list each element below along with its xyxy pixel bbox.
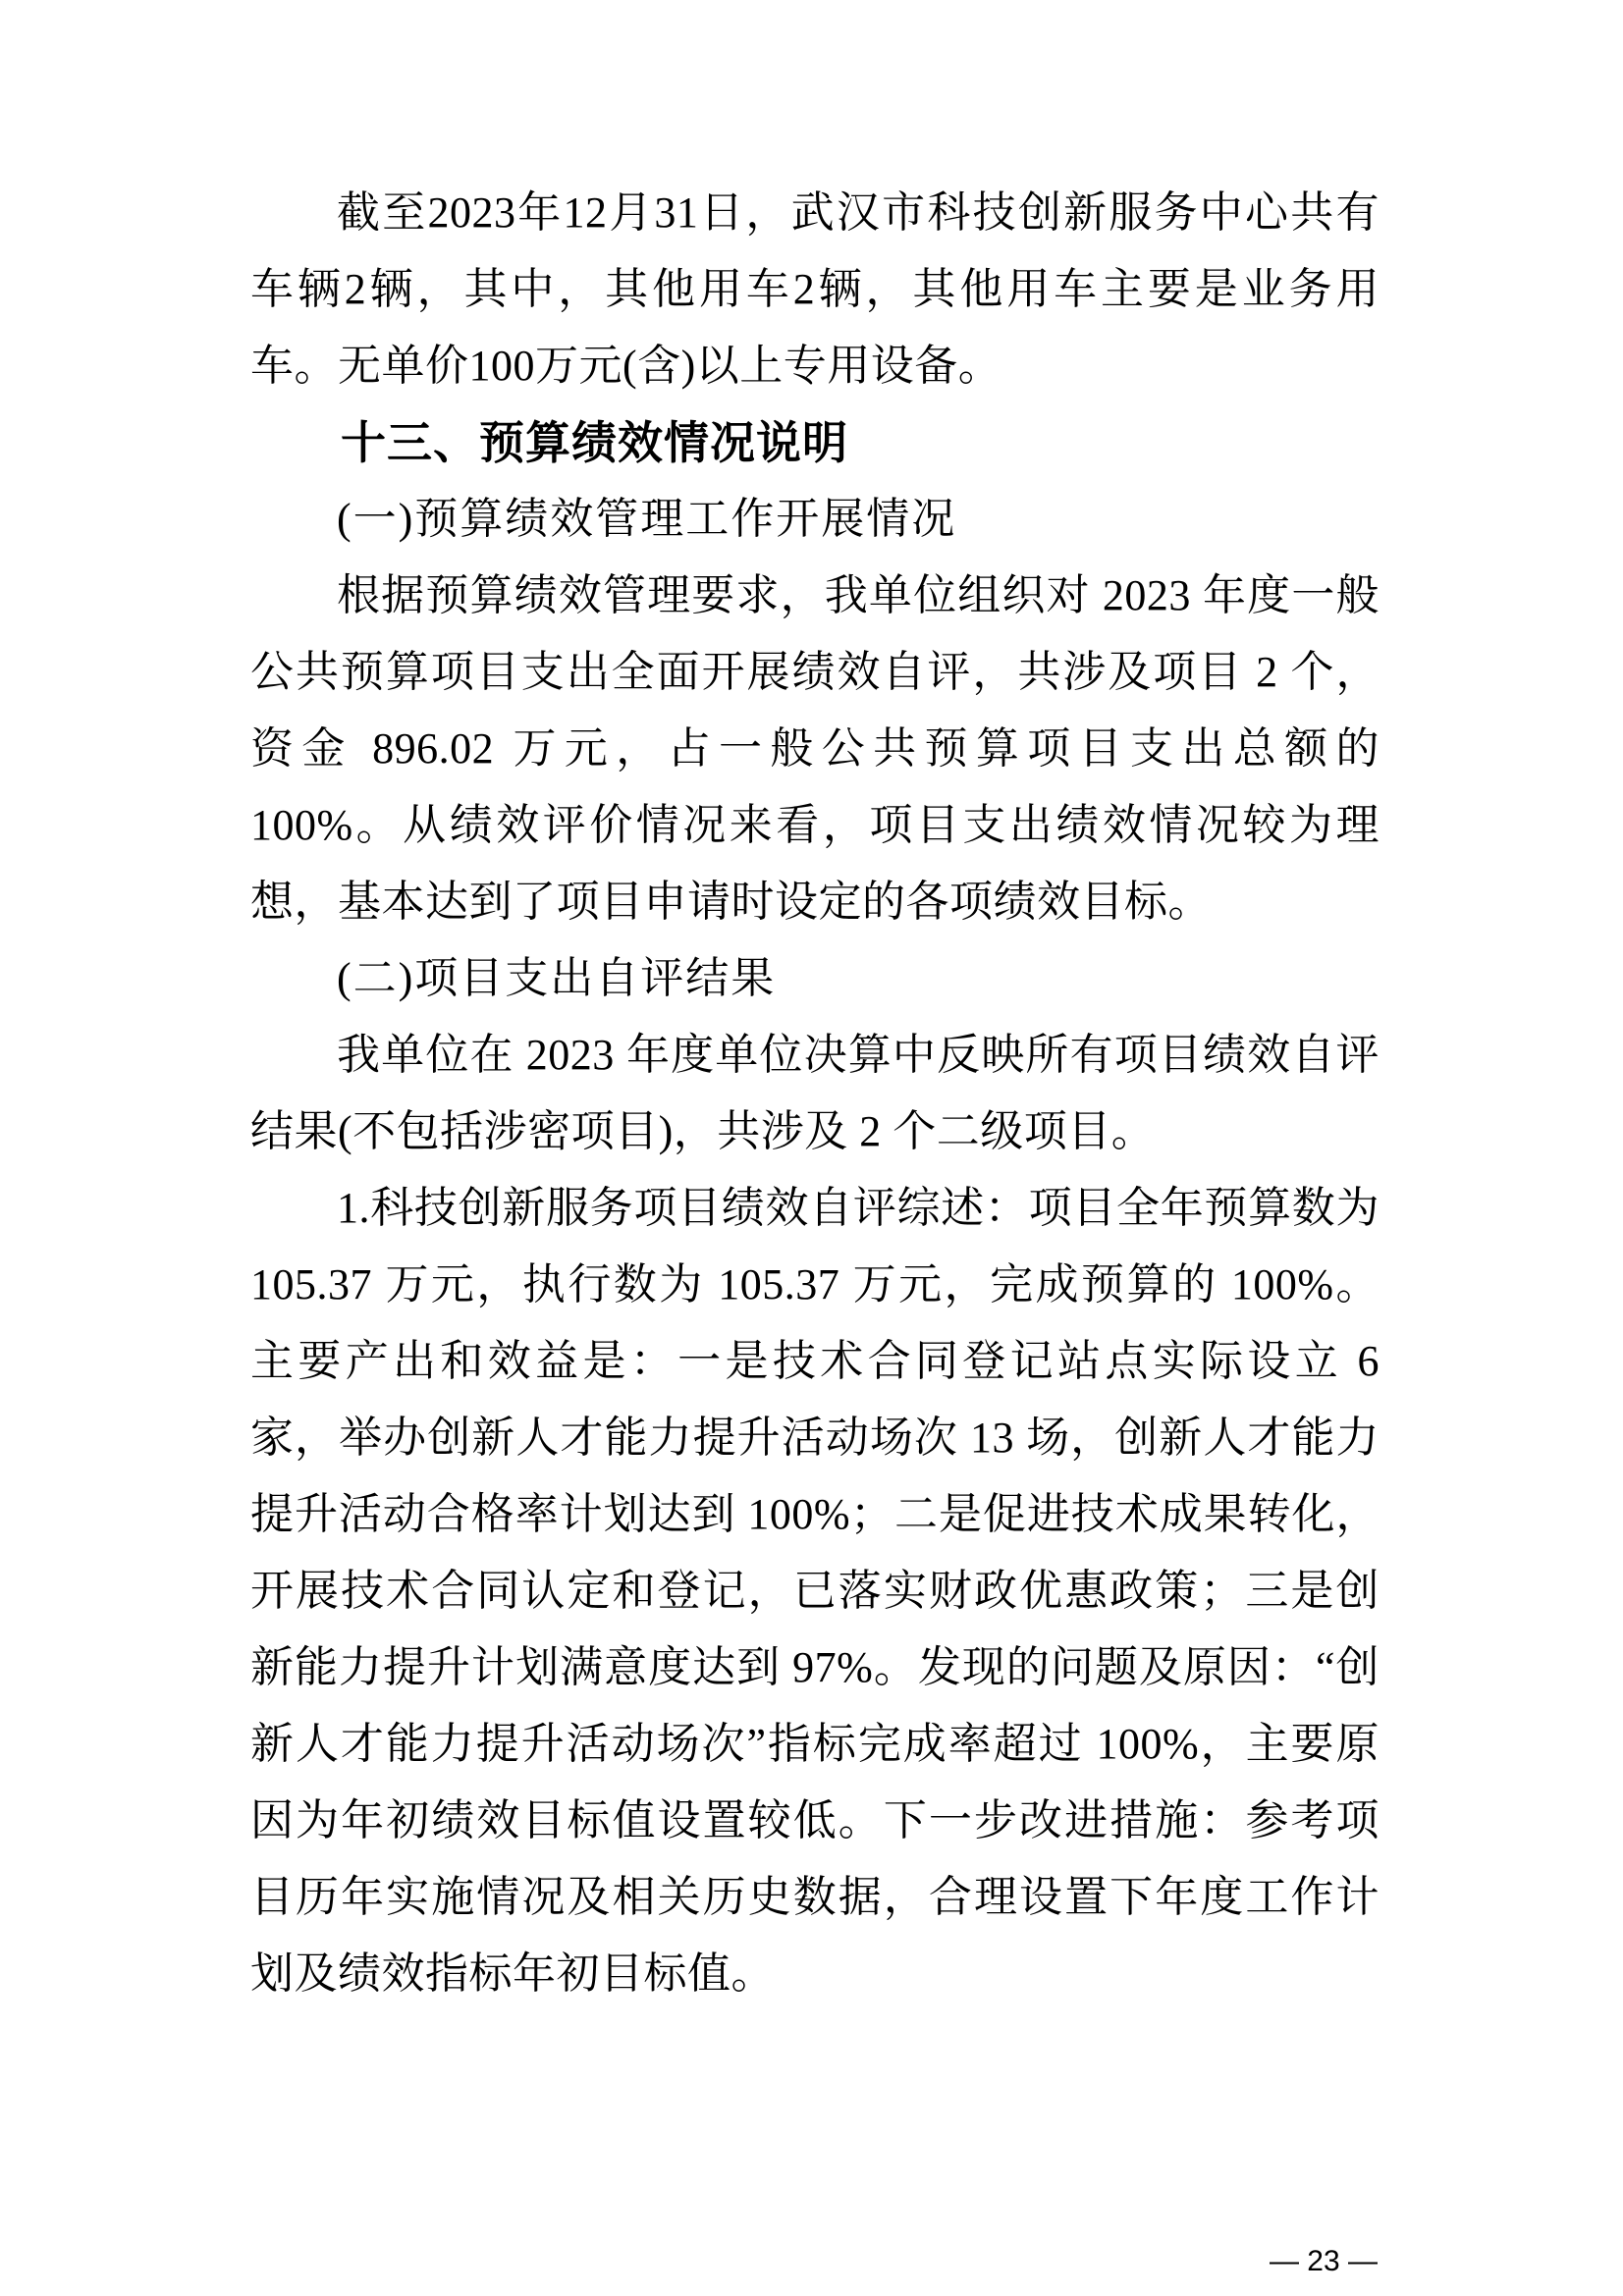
- page-number: — 23 —: [1269, 2245, 1378, 2277]
- subsection-heading-2-project-expenditure-results: (二)项目支出自评结果: [337, 954, 777, 1002]
- paragraph-self-evaluation-overview: 根据预算绩效管理要求，我单位组织对 2023 年度一般公共预算项目支出全面开展绩效自评，共涉及项目 2 个，资金 896.02 万元，占一般公共预算项目支出总额的 100%。从绩效评价情况来看，项目支出绩效情况较为理想，基本达到了项目申请时设定的各项绩效目标。: [250, 571, 1380, 926]
- section-heading-13-budget-performance: 十三、预算绩效情况说明: [341, 417, 848, 468]
- document-body: [250, 175, 1380, 2012]
- paragraph-project-1-tech-innovation-service: 1.科技创新服务项目绩效自评综述：项目全年预算数为 105.37 万元，执行数为 105.37 万元，完成预算的 100%。主要产出和效益是：一是技术合同登记站点实际设立 6 家，举办创新人才能力提升活动场次 13 场，创新人才能力提升活动合格率计划达到 100%；二是促进技术成果转化，开展技术合同认定和登记，已落实财政优惠政策；三是创新能力提升计划满意度达到 97%。发现的问题及原因：“创新人才能力提升活动场次”指标完成率超过 100%，主要原因为年初绩效目标值设置较低。下一步改进措施：参考项目历年实施情况及相关历史数据，合理设置下年度工作计划及绩效指标年初目标值。: [250, 1184, 1380, 1998]
- paragraph-vehicles-equipment: 截至2023年12月31日，武汉市科技创新服务中心共有车辆2辆，其中，其他用车2辆，其他用车主要是业务用车。无单价100万元(含)以上专用设备。: [250, 188, 1380, 390]
- paragraph-project-results-scope: 我单位在 2023 年度单位决算中反映所有项目绩效自评结果(不包括涉密项目)，共涉及 2 个二级项目。: [250, 1031, 1380, 1155]
- subsection-heading-1-performance-management: (一)预算绩效管理工作开展情况: [337, 495, 957, 543]
